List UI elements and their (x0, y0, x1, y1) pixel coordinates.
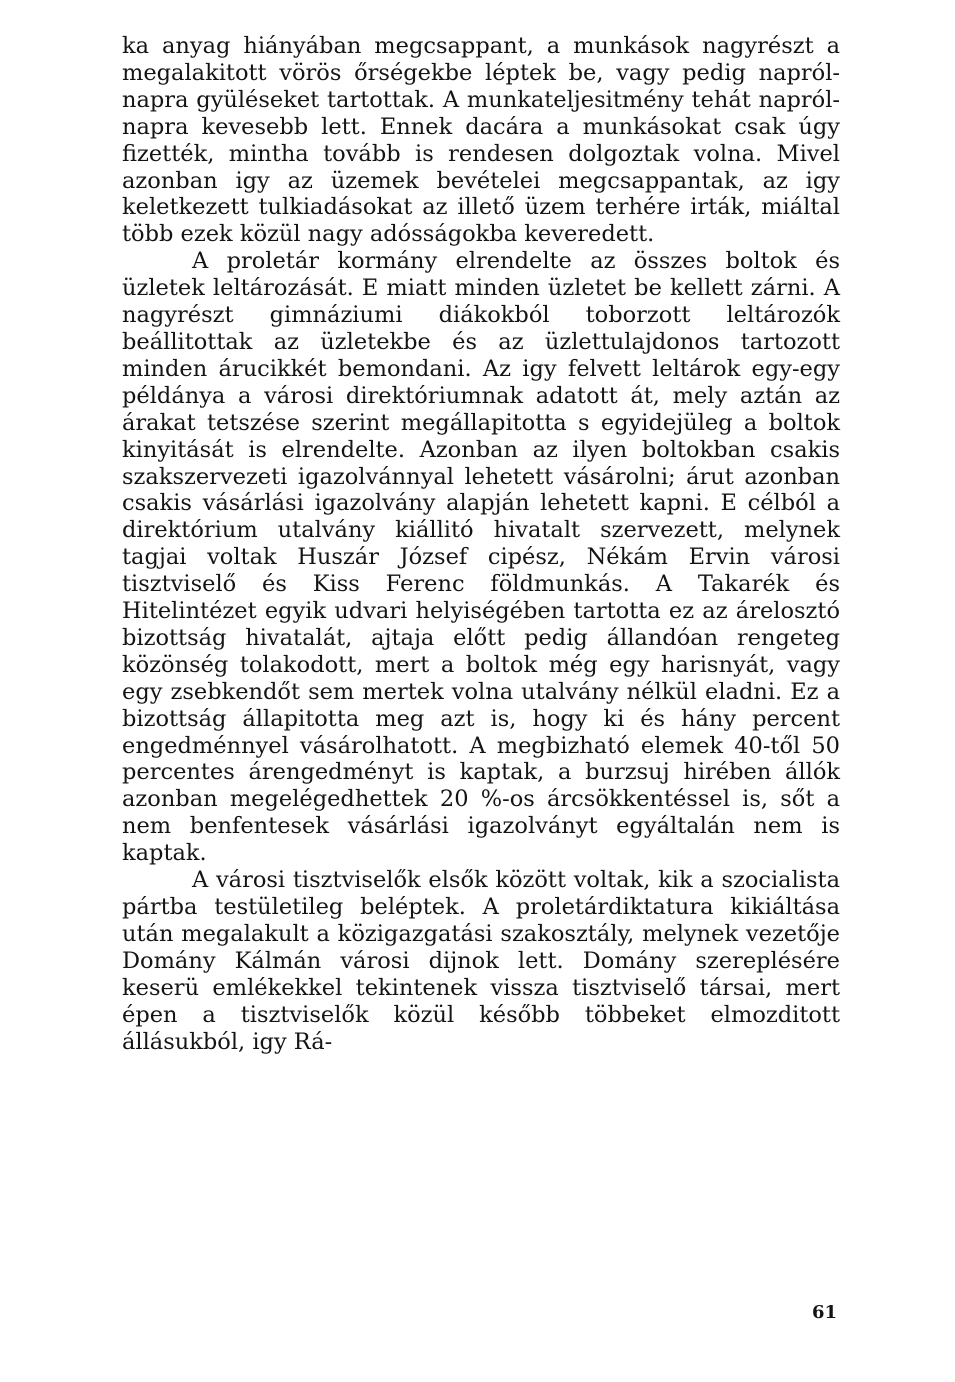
body-text (122, 33, 840, 1055)
page-number: 61 (812, 1302, 838, 1323)
paragraph-inventory: A proletár kormány elrendelte az összes boltok és üzletek leltározását. E miatt minden üzletet be kellett zárni. A nagyrészt gimnáziumi diákokból toborzott leltározók beállitottak az üzletekbe és az üzlettulajdonos tartozott minden árucikkét bemondani. Az igy felvett leltárok egy-egy példánya a városi direktóriumnak adatott át, mely aztán az árakat tetszése szerint megállapitotta s egyidejüleg a boltok kinyitását is elrendelte. Azonban az ilyen boltokban csakis szakszervezeti igazolvánnyal lehetett vásárolni; árut azonban csakis vásárlási igazolvány alapján lehetett kapni. E célból a direktórium utalvány kiállitó hivatalt szervezett, melynek tagjai voltak Huszár József cipész, Nékám Ervin városi tisztviselő és Kiss Ferenc földmunkás. A Takarék és Hitelintézet egyik udvari helyiségében tartotta ez az árelosztó bizottság hivatalát, ajtaja előtt pedig állandóan rengeteg közönség tolakodott, mert a boltok még egy harisnyát, vagy egy zsebkendőt sem mertek volna utalvány nélkül eladni. Ez a bizottság állapitotta meg azt is, hogy ki és hány percent engedménnyel vásárolhatott. A megbizható elemek 40-től 50 percentes árengedményt is kaptak, a burzsuj hirében állók azonban megelégedhettek 20 %-os árcsökkentéssel is, sőt a nem benfentesek vásárlási igazolványt egyáltalán nem is kaptak. (122, 248, 840, 867)
paragraph-officials: A városi tisztviselők elsők között voltak, kik a szocialista pártba testületileg beléptek. A proletárdiktatura kikiáltása után megalakult a közigazgatási szakosztály, melynek vezetője Domány Kálmán városi dijnok lett. Domány szereplésére keserü emlékekkel tekintenek vissza tisztviselő társai, mert épen a tisztviselők közül később többeket elmozditott állásukból, igy Rá- (122, 867, 840, 1055)
paragraph-continuation: ka anyag hiányában megcsappant, a munkások nagyrészt a megalakitott vörös őrségekbe léptek be, vagy pedig napról-napra gyüléseket tartottak. A munkateljesitmény tehát napról-napra kevesebb lett. Ennek dacára a munkásokat csak úgy fizették, mintha tovább is rendesen dolgoztak volna. Mivel azonban igy az üzemek bevételei megcsappantak, az igy keletkezett tulkiadásokat az illető üzem terhére irták, miáltal több ezek közül nagy adósságokba keveredett. (122, 33, 840, 248)
